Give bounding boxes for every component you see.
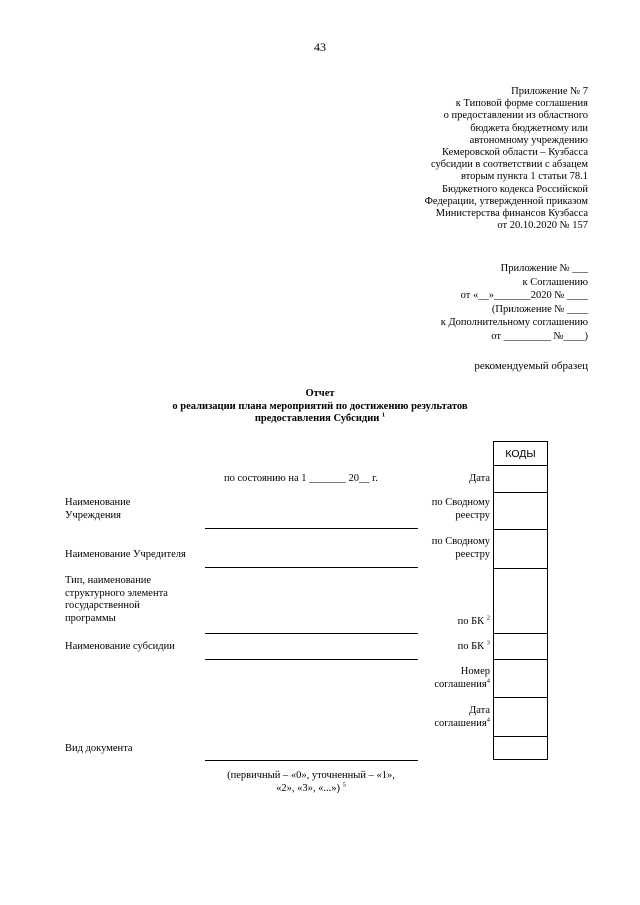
title-line-1: Отчет bbox=[305, 388, 335, 399]
program-label-2: структурного элемента bbox=[65, 587, 168, 599]
subsidy-label: Наименование субсидии bbox=[65, 641, 175, 652]
program-label-4: программы bbox=[65, 612, 116, 624]
doc-type-field[interactable] bbox=[205, 760, 418, 761]
agreement-date-2: соглашения bbox=[434, 717, 487, 729]
institution-registry-2: реестру bbox=[455, 509, 490, 521]
agreement-ref-line: от «__»_______2020 № ____ bbox=[460, 290, 588, 301]
doc-type-label: Вид документа bbox=[65, 743, 133, 754]
codes-header: КОДЫ bbox=[493, 441, 548, 466]
agreement-ref-line: к Дополнительному соглашению bbox=[440, 317, 588, 328]
institution-label-2: Учреждения bbox=[65, 509, 121, 521]
subsidy-field[interactable] bbox=[205, 659, 418, 660]
program-label-1: Тип, наименование bbox=[65, 575, 152, 586]
as-of-date: по состоянию на 1 _______ 20__ г. bbox=[224, 473, 378, 484]
agreement-date-1: Дата bbox=[469, 705, 490, 716]
appendix-block bbox=[425, 86, 588, 232]
institution-registry-1: по Сводному bbox=[431, 497, 490, 508]
report-title bbox=[0, 388, 640, 426]
agreement-ref-line: Приложение № ___ bbox=[500, 263, 588, 274]
subsidy-bk-footnote: 3 bbox=[486, 639, 490, 647]
agreement-date-footnote: 4 bbox=[486, 716, 490, 723]
agreement-number-2-wrap bbox=[434, 679, 490, 692]
program-label-3: государственной bbox=[65, 600, 140, 611]
institution-registry-label bbox=[432, 497, 490, 522]
doc-type-note bbox=[195, 769, 427, 795]
appendix-line: Федерации, утвержденной приказом bbox=[424, 195, 588, 207]
page-number: 43 bbox=[314, 40, 326, 54]
program-bk-label bbox=[458, 616, 490, 629]
appendix-line: Бюджетного кодекса Российской bbox=[441, 183, 588, 195]
founder-label: Наименование Учредителя bbox=[65, 549, 186, 560]
date-label: Дата bbox=[469, 473, 490, 484]
agreement-number-1: Номер bbox=[460, 666, 490, 677]
code-cell-doc-type[interactable] bbox=[493, 736, 548, 760]
program-label bbox=[65, 575, 168, 625]
founder-registry-label bbox=[432, 536, 490, 561]
institution-label bbox=[65, 497, 130, 522]
appendix-line: Министерства финансов Кузбасса bbox=[435, 208, 588, 220]
program-field[interactable] bbox=[205, 633, 418, 634]
code-cell-agreement-number[interactable] bbox=[493, 659, 548, 698]
appendix-line: субсидии в соответствии с абзацем bbox=[430, 159, 588, 171]
agreement-number-2: соглашения bbox=[434, 678, 487, 690]
subsidy-bk-text: по БК bbox=[457, 641, 485, 652]
title-footnote: 1 bbox=[381, 411, 386, 419]
title-line-3-wrap bbox=[0, 413, 640, 426]
institution-field[interactable] bbox=[205, 528, 418, 529]
code-cell-agreement-date[interactable] bbox=[493, 697, 548, 737]
program-bk-footnote: 2 bbox=[486, 614, 490, 622]
agreement-ref-line: (Приложение № ____ bbox=[491, 303, 588, 315]
agreement-date-label bbox=[434, 705, 490, 730]
code-cell-founder[interactable] bbox=[493, 529, 548, 569]
doc-type-note-2-wrap bbox=[195, 782, 427, 795]
appendix-line: бюджета бюджетному или bbox=[470, 122, 588, 134]
appendix-line: от 20.10.2020 № 157 bbox=[497, 220, 588, 232]
doc-type-note-footnote: 5 bbox=[342, 781, 346, 789]
founder-registry-1: по Сводному bbox=[431, 536, 490, 547]
title-line-3: предоставления Субсидии bbox=[254, 413, 380, 424]
recommended-sample: рекомендуемый образец bbox=[474, 360, 588, 372]
program-bk-text: по БК bbox=[457, 616, 485, 627]
agreement-number-label bbox=[434, 666, 490, 691]
code-cell-program[interactable] bbox=[493, 568, 548, 634]
founder-field[interactable] bbox=[205, 567, 418, 568]
agreement-ref-line: от _________ №____) bbox=[491, 330, 588, 342]
doc-type-note-1: (первичный – «0», уточненный – «1», bbox=[227, 770, 395, 781]
appendix-line: к Типовой форме соглашения bbox=[455, 98, 588, 110]
appendix-line: Кемеровской области – Кузбасса bbox=[441, 147, 588, 159]
agreement-date-2-wrap bbox=[434, 718, 490, 731]
founder-registry-2: реестру bbox=[455, 548, 490, 560]
institution-label-1: Наименование bbox=[65, 497, 131, 508]
appendix-line: вторым пункта 1 статьи 78.1 bbox=[460, 171, 588, 183]
agreement-ref-block bbox=[441, 262, 588, 343]
appendix-line: о предоставлении из областного bbox=[443, 110, 588, 122]
appendix-line: автономному учреждению bbox=[469, 134, 588, 146]
doc-type-note-2: «2», «3», «...») bbox=[276, 783, 343, 794]
title-line-2: о реализации плана мероприятий по достижению результатов bbox=[172, 400, 468, 412]
code-cell-subsidy[interactable] bbox=[493, 633, 548, 660]
agreement-ref-line: к Соглашению bbox=[522, 276, 588, 288]
appendix-line: Приложение № 7 bbox=[511, 86, 588, 97]
code-cell-institution[interactable] bbox=[493, 492, 548, 530]
subsidy-bk-label bbox=[458, 641, 490, 654]
code-cell-date[interactable] bbox=[493, 465, 548, 493]
agreement-number-footnote: 4 bbox=[486, 677, 490, 684]
